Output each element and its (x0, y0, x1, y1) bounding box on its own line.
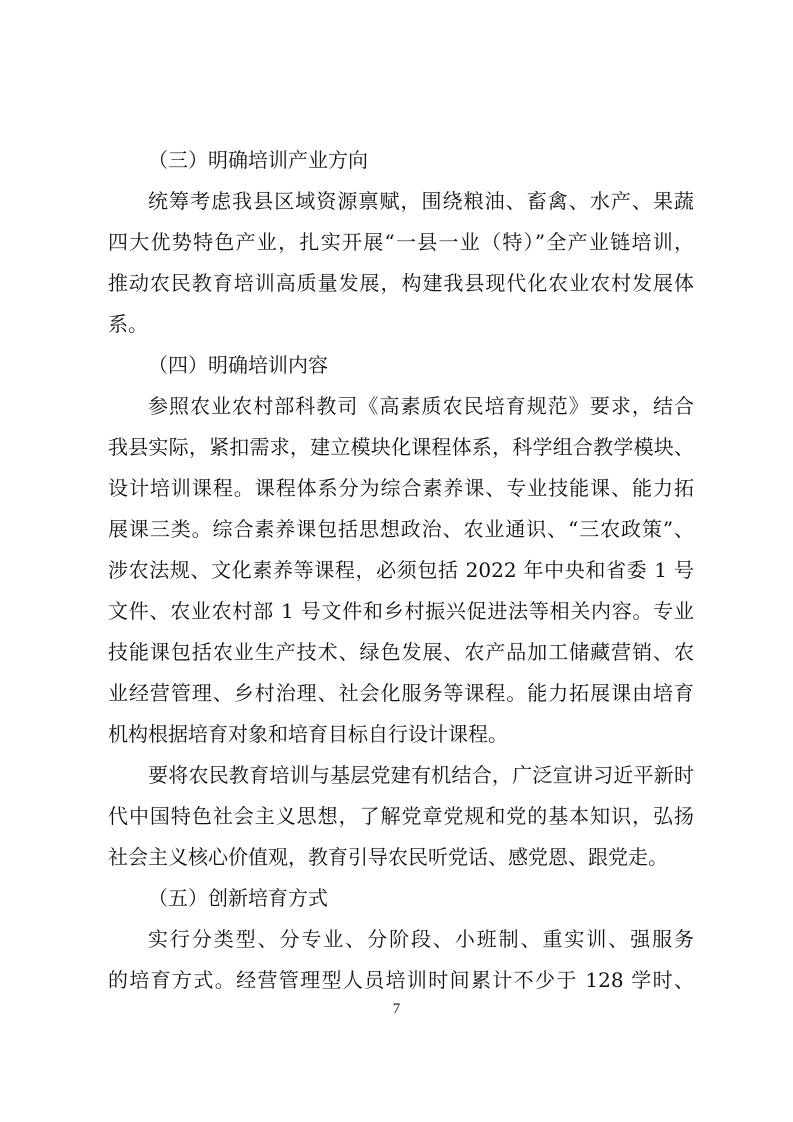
paragraph-line: 社会主义核心价值观，教育引导农民听党话、感党恩、跟党走。 (108, 845, 668, 869)
paragraph-line: 参照农业农村部科教司《高素质农民培育规范》要求，结合 (148, 394, 694, 418)
paragraph-line: 涉农法规、文化素养等课程，必须包括 2022 年中央和省委 1 号 (108, 558, 694, 582)
section-heading-4: （四）明确培训内容 (148, 353, 328, 377)
section-heading-3: （三）明确培训产业方向 (148, 148, 368, 172)
paragraph-line: 文件、农业农村部 1 号文件和乡村振兴促进法等相关内容。专业 (108, 599, 694, 623)
paragraph-line: 推动农民教育培训高质量发展，构建我县现代化农业农村发展体 (108, 271, 694, 295)
paragraph-line: 四大优势特色产业，扎实开展“一县一业（特）”全产业链培训， (108, 230, 694, 254)
paragraph-line: 统筹考虑我县区域资源禀赋，围绕粮油、畜禽、水产、果蔬 (148, 189, 694, 213)
section-heading-5: （五）创新培育方式 (148, 886, 328, 910)
paragraph-line: 实行分类型、分专业、分阶段、小班制、重实训、强服务 (148, 927, 694, 951)
page-number: 7 (392, 1001, 401, 1017)
paragraph-line: 我县实际，紧扣需求，建立模块化课程体系，科学组合教学模块、 (108, 435, 694, 459)
paragraph-line: 设计培训课程。课程体系分为综合素养课、专业技能课、能力拓 (108, 476, 694, 500)
paragraph-line: 机构根据培育对象和培育目标自行设计课程。 (108, 722, 508, 746)
paragraph-line: 展课三类。综合素养课包括思想政治、农业通识、“三农政策”、 (108, 517, 694, 541)
paragraph-line: 业经营管理、乡村治理、社会化服务等课程。能力拓展课由培育 (108, 681, 694, 705)
paragraph-line: 的培育方式。经营管理型人员培训时间累计不少于 128 学时、 (108, 968, 694, 992)
paragraph-line: 要将农民教育培训与基层党建有机结合，广泛宣讲习近平新时 (148, 763, 694, 787)
paragraph-line: 代中国特色社会主义思想，了解党章党规和党的基本知识，弘扬 (108, 804, 694, 828)
paragraph-line: 系。 (108, 312, 148, 336)
paragraph-line: 技能课包括农业生产技术、绿色发展、农产品加工储藏营销、农 (108, 640, 694, 664)
